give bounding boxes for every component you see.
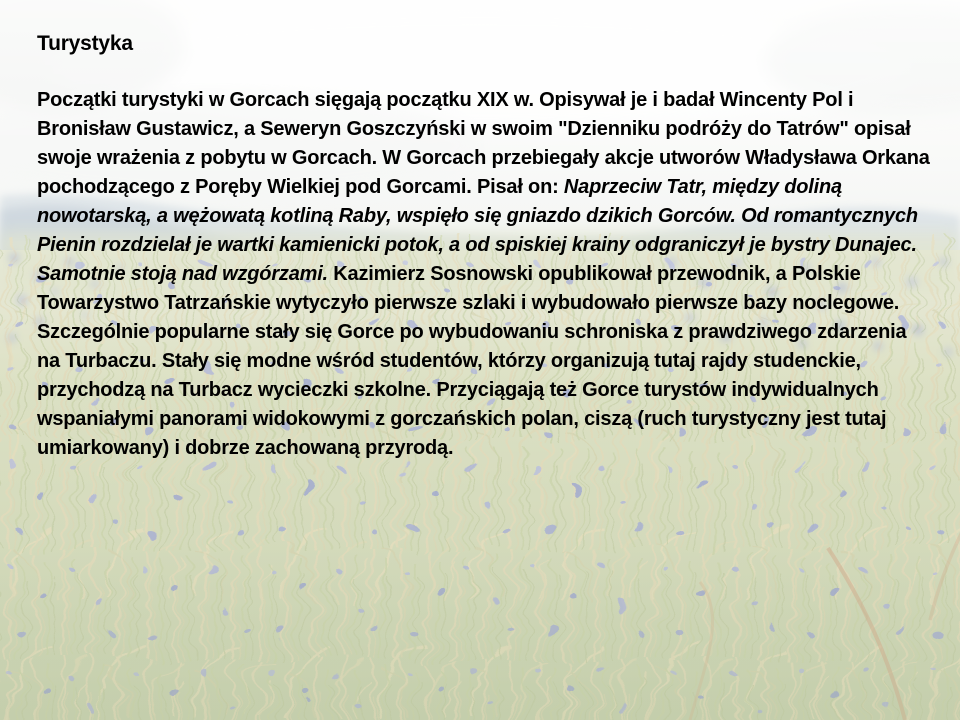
slide-body-paragraph — [37, 86, 933, 463]
slide-title: Turystyka — [37, 32, 133, 55]
body-text-outro: Kazimierz Sosnowski opublikował przewodnik, a Polskie Towarzystwo Tatrzańskie wytyczyło pierwsze szlaki i wybudowało pierwsze bazy noclegowe. Szczególnie popularne stały się Gorce po wybudowaniu schroniska z prawdziwego zdarzenia na Turbaczu. Stały się modne wśród studentów, którzy organizują tutaj rajdy studenckie, przychodzą na Turbacz wycieczki szkolne. Przyciągają też Gorce turystów indywidualnych wspaniałymi panorami widokowymi z gorczańskich polan, ciszą (ruch turystyczny jest tutaj umiarkowany) i dobrze zachowaną przyrodą. — [37, 263, 907, 459]
body-text-quote-italic: Naprzeciw Tatr, między doliną nowotarską, a wężowatą kotliną Raby, wspięło się gniazdo dzikich Gorców. Od romantycznych Pienin rozdzielał je wartki kamienicki potok, a od spiskiej krainy odgraniczył je bystry Dunajec. Samotnie stoją nad wzgórzami. — [37, 176, 918, 285]
body-text-intro: Początki turystyki w Gorcach sięgają początku XIX w. Opisywał je i badał Wincenty Pol i Bronisław Gustawicz, a Seweryn Goszczyński w swoim "Dzienniku podróży do Tatrów" opisał swoje wrażenia z pobytu w Gorcach. W Gorcach przebiegały akcje utworów Władysława Orkana pochodzącego z Poręby Wielkiej pod Gorcami. Pisał on: — [37, 89, 930, 198]
